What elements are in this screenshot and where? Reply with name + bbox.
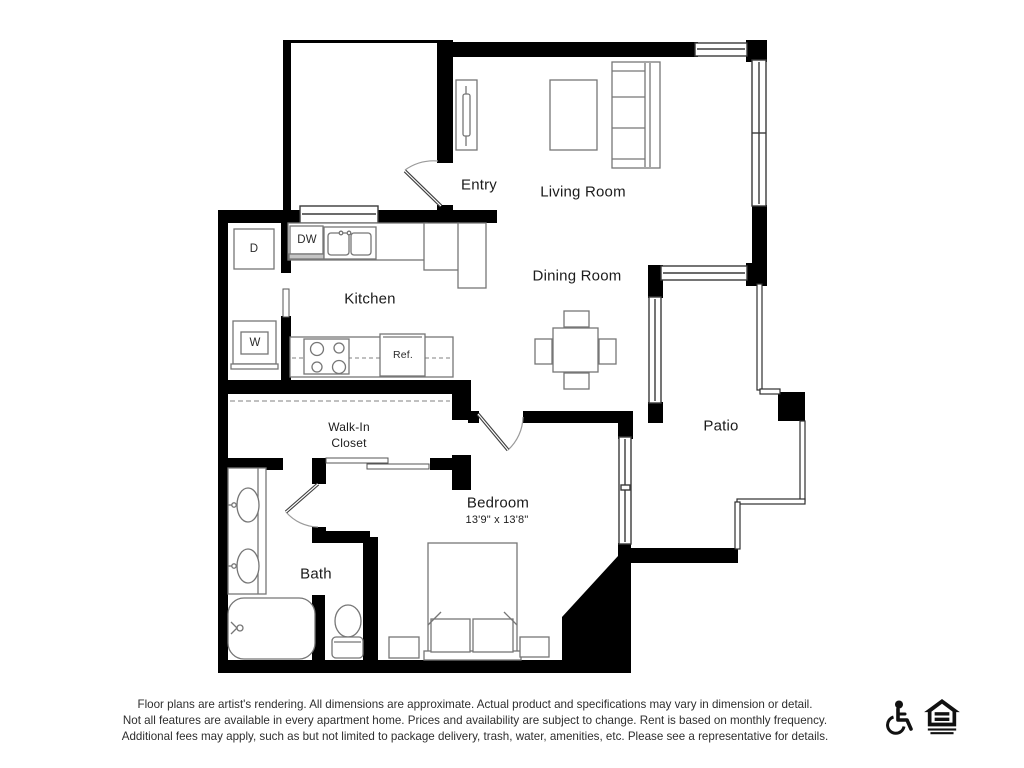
disclaimer-line-2: Not all features are available in every apartment home. Prices and availability are subject to change. Rent is based on monthly frequency.: [122, 714, 828, 728]
room-label-dining-room: Dining Room: [532, 267, 622, 285]
toilet: [332, 605, 363, 658]
dining-table: [535, 311, 616, 389]
dryer-label: D: [249, 243, 259, 255]
room-label-bath: Bath: [300, 565, 332, 583]
kitchen-sink: [324, 227, 376, 259]
bay-window: [661, 266, 747, 280]
room-label-bedroom: Bedroom: [466, 494, 530, 512]
entry-door: [405, 161, 441, 206]
laundry-closet-door: [283, 289, 289, 317]
closet-sliding-door: [326, 458, 429, 469]
bed: [424, 543, 521, 660]
dishwasher-label: DW: [297, 234, 317, 246]
living-room-top-window: [695, 43, 747, 56]
room-label-walk-in: Walk-In: [328, 420, 370, 434]
bath-door: [286, 484, 318, 527]
room-label-closet: Closet: [331, 436, 367, 450]
dining-room-window: [649, 297, 661, 403]
disclaimer-line-3: Additional fees may apply, such as but not limited to package delivery, trash, water, amenities, etc. Please see a representative for details.: [121, 730, 829, 744]
room-label-living-room: Living Room: [540, 183, 626, 201]
bedroom-door: [478, 414, 523, 450]
sofa: [612, 62, 660, 168]
refrigerator-label: Ref.: [392, 349, 414, 361]
vanity-sinks: [228, 468, 266, 594]
tv-console: [456, 80, 477, 150]
washer-label: W: [249, 337, 261, 349]
coffee-table: [550, 80, 597, 150]
kitchen-passthrough-window: [300, 206, 378, 223]
bedroom-dimensions: 13'9" x 13'8": [465, 514, 529, 526]
disclaimer-text: [60, 697, 890, 746]
disclaimer-line-1: Floor plans are artist's rendering. All dimensions are approximate. Actual product and specifications may vary in dimension or detail.: [137, 698, 813, 711]
room-label-kitchen: Kitchen: [344, 290, 396, 308]
wheelchair-accessible-icon: [884, 699, 918, 739]
room-label-entry: Entry: [460, 176, 498, 194]
patio-sliding-door: [619, 437, 631, 544]
bathtub: [228, 598, 315, 659]
living-room-right-window: [752, 60, 766, 206]
equal-housing-opportunity-icon: [923, 698, 961, 740]
room-label-patio: Patio: [703, 417, 739, 435]
stove: [304, 339, 349, 374]
